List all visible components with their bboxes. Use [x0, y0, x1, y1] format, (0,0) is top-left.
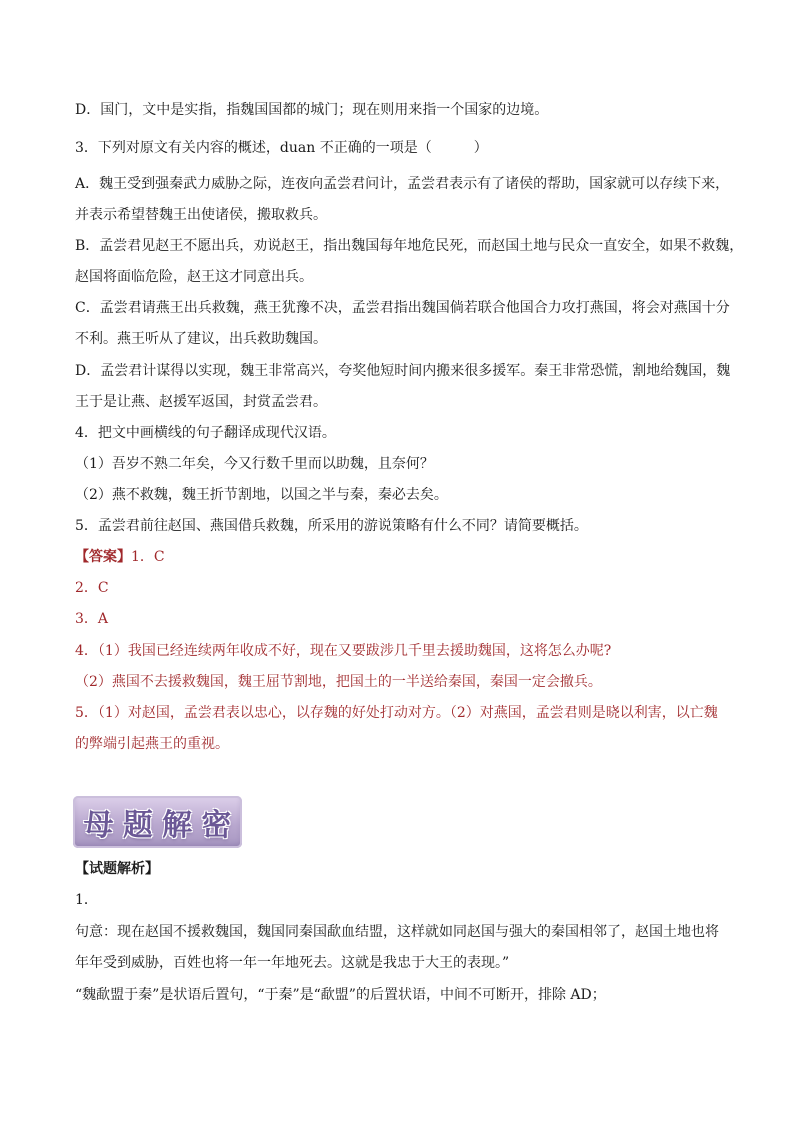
q3-option-c-line2: 不利。燕王听从了建议，出兵救助魏国。	[75, 331, 327, 347]
answer-5-line2: 的弊端引起燕王的重视。	[75, 736, 229, 752]
analysis-para-1-line2: 年年受到威胁，百姓也将一年一年地死去。这就是我忠于大王的表现。”	[75, 955, 510, 971]
question-5: 5．孟尝君前往赵国、燕国借兵救魏，所采用的游说策略有什么不同？请简要概括。	[75, 518, 588, 534]
q3-option-b-line2: 赵国将面临危险，赵王这才同意出兵。	[75, 269, 313, 285]
title-banner-icon	[73, 796, 242, 848]
answer-5-line1: 5．（1）对赵国，孟尝君表以忠心，以存魏的好处打动对方。（2）对燕国，孟尝君则是晓以利害，以亡魏	[75, 705, 718, 721]
question-4-sentence-1: （1）吾岁不熟二年矣，今又行数千里而以助魏，且奈何？	[75, 456, 434, 472]
answer-tag: 【答案】	[75, 549, 131, 565]
banner-char-4: 密	[201, 808, 232, 843]
answer-4-line2: （2）燕国不去援救魏国，魏王屈节割地，把国土的一半送给秦国，秦国一定会撤兵。	[75, 674, 602, 690]
analysis-number-1: 1．	[75, 892, 98, 908]
banner-char-3: 解	[162, 808, 193, 843]
analysis-tag: 【试题解析】	[75, 861, 159, 877]
answer-4-line1: 4．（1）我国已经连续两年收成不好，现在又要跋涉几千里去援助魏国，这将怎么办呢?	[75, 643, 612, 659]
question-3: 3．下列对原文有关内容的概述，duan 不正确的一项是（ ）	[75, 140, 488, 156]
answer-line-1	[75, 548, 725, 566]
q3-option-a-line1: A．魏王受到强秦武力威胁之际，连夜向孟尝君问计，孟尝君表示有了诸侯的帮助，国家就可以存续下来，	[75, 176, 730, 192]
q3-option-d-line2: 王于是让燕、赵援军返国，封赏孟尝君。	[75, 394, 327, 410]
q3-option-c-line1: C．孟尝君请燕王出兵救魏，燕王犹豫不决，孟尝君指出魏国倘若联合他国合力攻打燕国，将会对燕国十分	[75, 300, 730, 316]
question-4-sentence-2: （2）燕不救魏，魏王折节割地，以国之半与秦，秦必去矣。	[75, 487, 448, 503]
q3-option-b-line1: B．孟尝君见赵王不愿出兵，劝说赵王，指出魏国每年地危民死，而赵国土地与民众一直安全，如果不救魏，	[75, 238, 744, 254]
banner-char-2: 题	[122, 808, 153, 843]
q3-option-d-line1: D．孟尝君计谋得以实现，魏王非常高兴，夸奖他短时间内搬来很多援军。秦王非常恐慌，割地给魏国，魏	[75, 363, 731, 379]
analysis-para-2: “魏歃盟于秦”是状语后置句，“于秦”是“歃盟”的后置状语，中间不可断开，排除 AD；	[75, 987, 606, 1003]
answer-2: 2．C	[75, 580, 109, 596]
answer-3: 3．A	[75, 611, 109, 627]
banner-char-1: 母	[83, 808, 114, 843]
option-d-note: D．国门，文中是实指，指魏国国都的城门；现在则用来指一个国家的边境。	[75, 102, 549, 118]
question-4: 4．把文中画横线的句子翻译成现代汉语。	[75, 425, 336, 441]
q3-option-a-line2: 并表示希望替魏王出使诸侯，搬取救兵。	[75, 207, 327, 223]
analysis-para-1-line1: 句意：现在赵国不援救魏国，魏国同秦国歃血结盟，这样就如同赵国与强大的秦国相邻了，赵国土地也将	[75, 924, 719, 940]
answer-1: 1．C	[131, 549, 165, 565]
